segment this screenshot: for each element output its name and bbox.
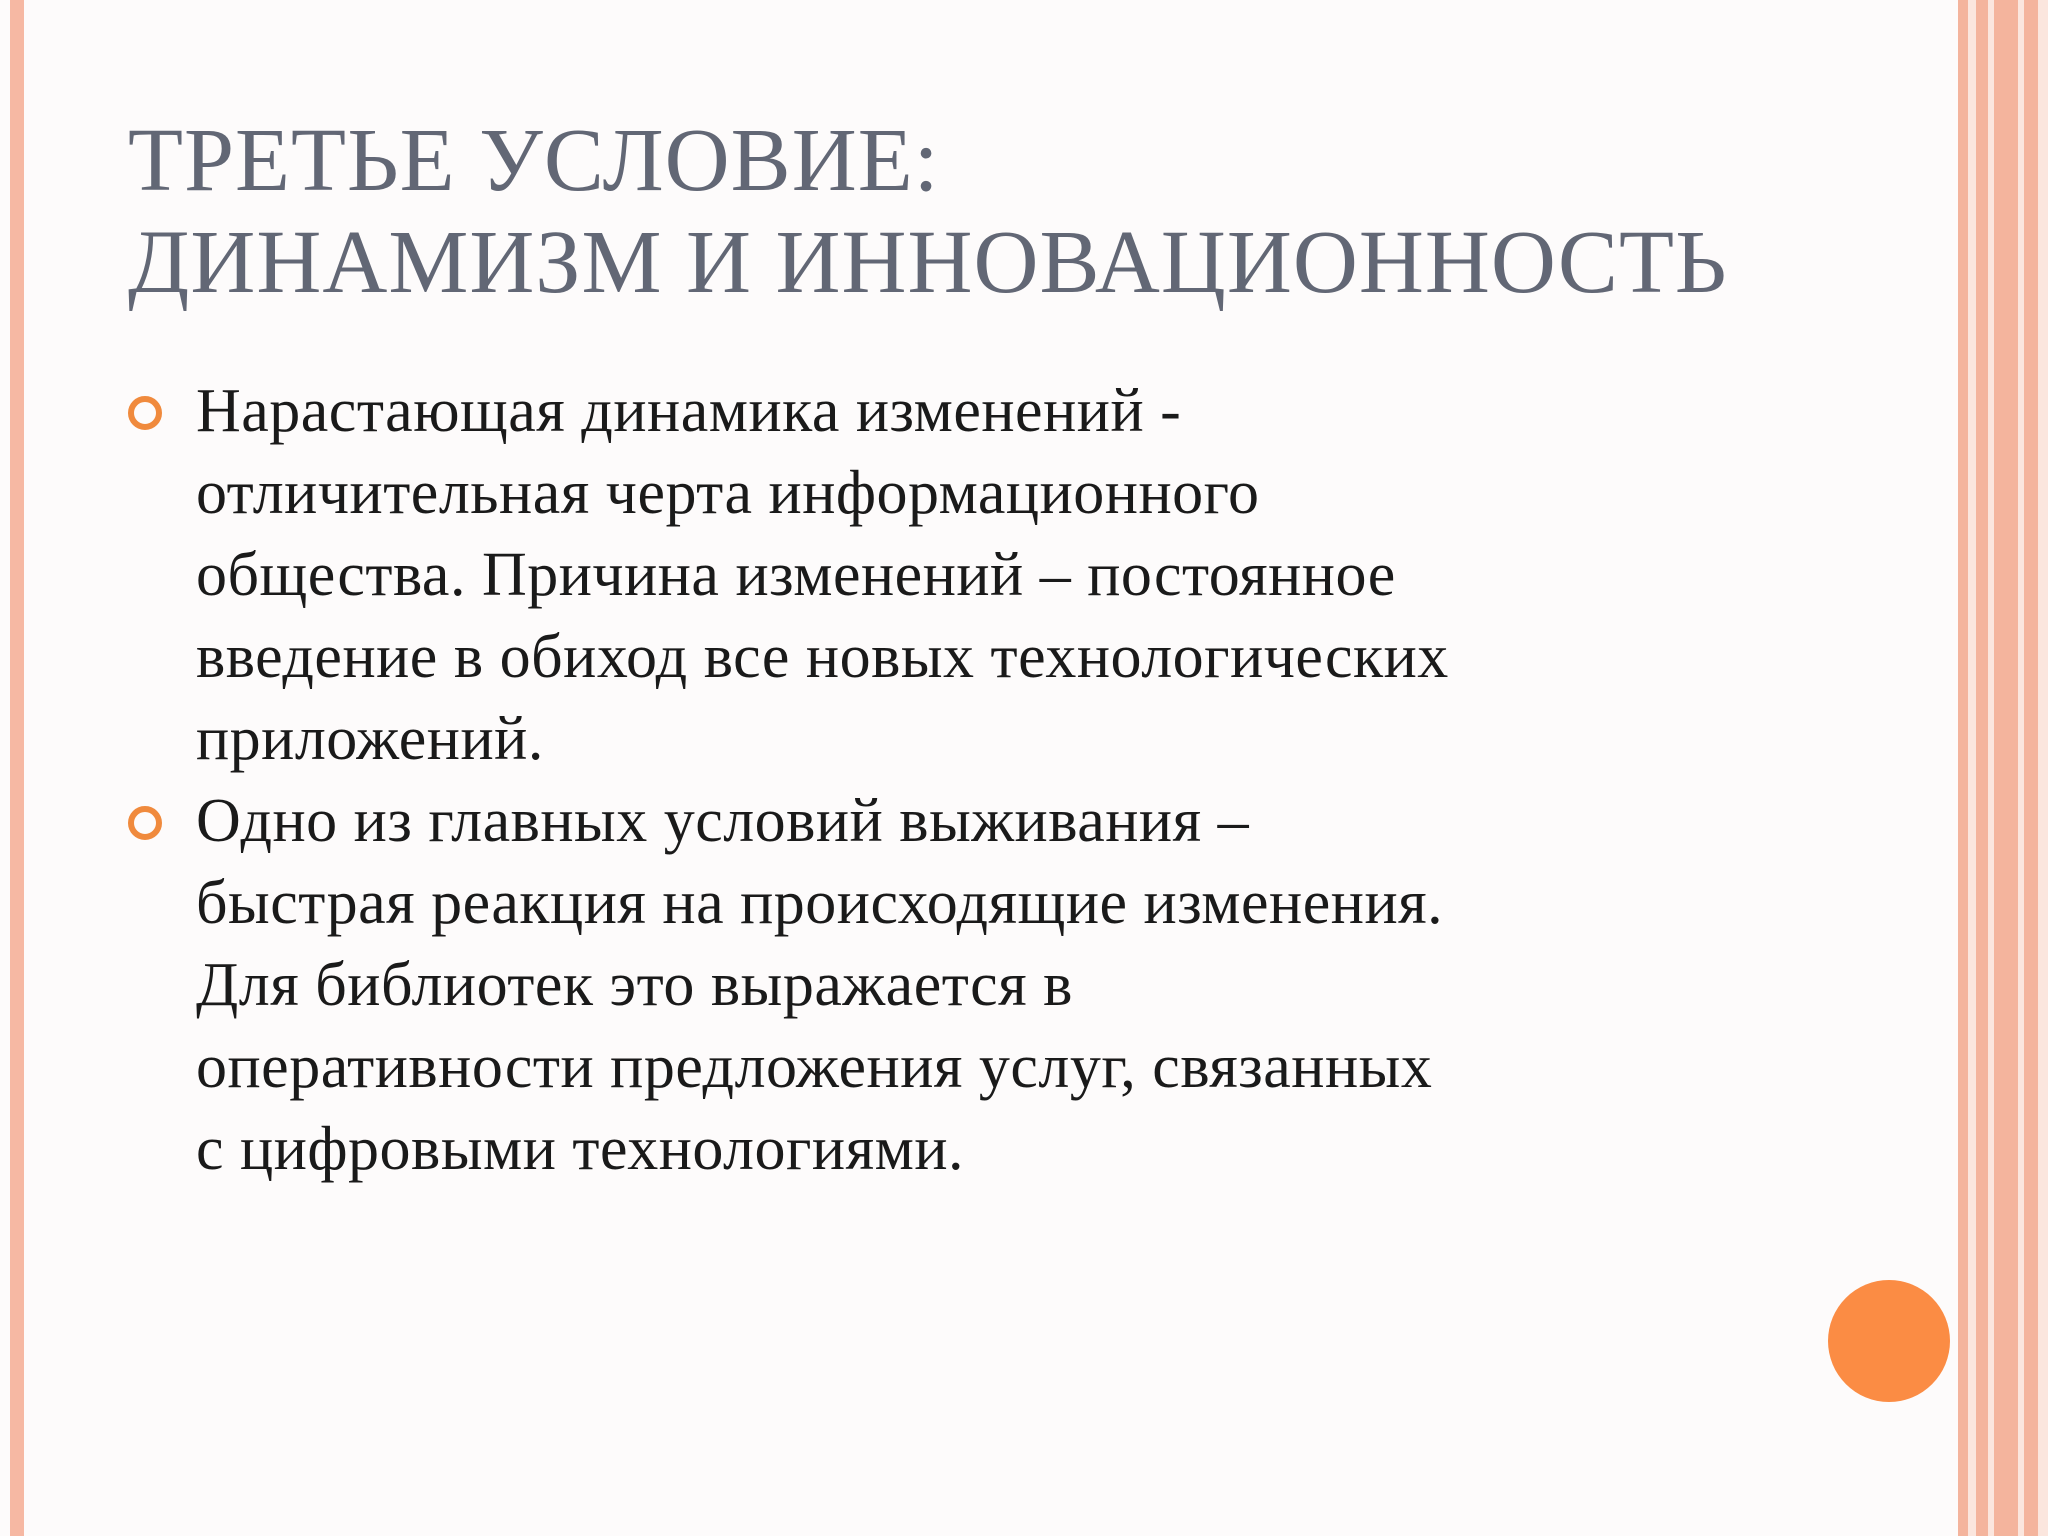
hollow-circle-bullet-icon (128, 396, 162, 430)
left-border-strip (10, 0, 24, 1536)
bullet-text-line: отличительная черта информационного (196, 459, 1260, 527)
bullet-item (126, 370, 1786, 780)
bullet-text-line: общества. Причина изменений – постоянное (196, 541, 1396, 609)
bullet-text-line: введение в обиход все новых технологических (196, 623, 1449, 691)
bullet-list (126, 370, 1786, 1190)
bullet-item (126, 780, 1786, 1190)
slide-title (128, 110, 1888, 314)
slide-title-line: ДИНАМИЗМ И ИННОВАЦИОННОСТЬ (128, 213, 1728, 312)
right-stripe (1958, 0, 1968, 1536)
bullet-text-line: Одно из главных условий выживания – (196, 787, 1250, 855)
orange-circle-icon (1828, 1280, 1950, 1402)
bullet-text-line: с цифровыми технологиями. (196, 1115, 965, 1183)
bullet-text-line: Для библиотек это выражается в (196, 951, 1073, 1019)
right-stripe (1976, 0, 1988, 1536)
right-stripe (1994, 0, 2018, 1536)
bullet-text-line: Нарастающая динамика изменений - (196, 377, 1182, 445)
bullet-text-line: приложений. (196, 705, 544, 773)
hollow-circle-bullet-icon (128, 806, 162, 840)
bullet-text-line: оперативности предложения услуг, связанных (196, 1033, 1433, 1101)
slide-title-line: ТРЕТЬЕ УСЛОВИЕ: (128, 111, 940, 210)
bullet-text-line: быстрая реакция на происходящие изменения. (196, 869, 1444, 937)
right-stripe (2024, 0, 2038, 1536)
